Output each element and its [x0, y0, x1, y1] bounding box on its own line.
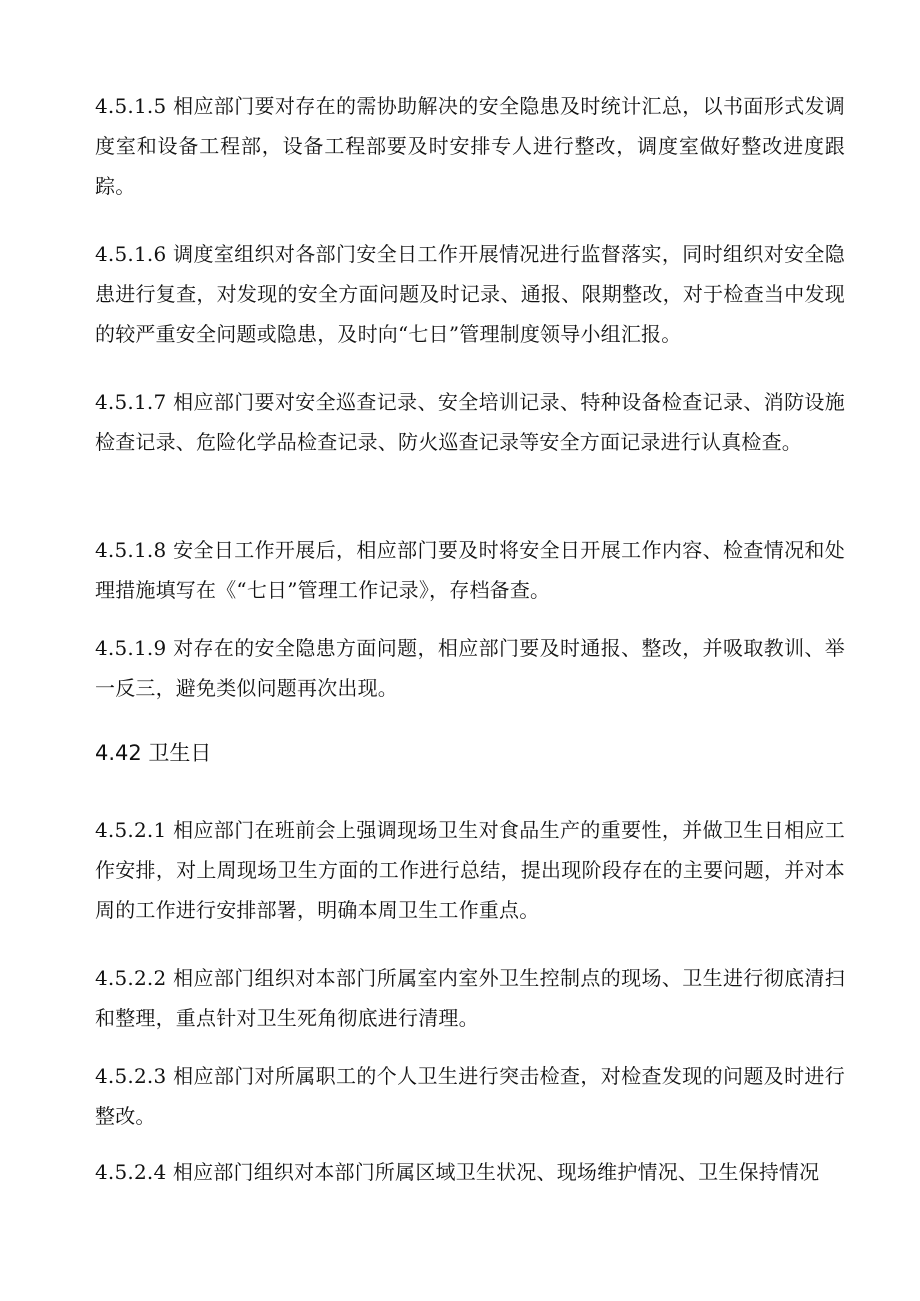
paragraph-4-5-2-1: 4.5.2.1 相应部门在班前会上强调现场卫生对食品生产的重要性，并做卫生日相应工作安排，对上周现场卫生方面的工作进行总结，提出现阶段存在的主要问题，并对本周的工作进行安排部署，明确本周卫生工作重点。: [95, 818, 845, 922]
paragraph-4-5-2-2: 4.5.2.2 相应部门组织对本部门所属室内室外卫生控制点的现场、卫生进行彻底清扫和整理，重点针对卫生死角彻底进行清理。: [95, 966, 845, 1030]
section-heading-hygiene-day: 4.42 卫生日: [95, 741, 212, 765]
paragraph-4-5-1-6: 4.5.1.6 调度室组织对各部门安全日工作开展情况进行监督落实，同时组织对安全隐患进行复查，对发现的安全方面问题及时记录、通报、限期整改，对于检查当中发现的较严重安全问题或隐患，及时向“七日”管理制度领导小组汇报。: [95, 242, 845, 346]
paragraph-4-5-2-3: 4.5.2.3 相应部门对所属职工的个人卫生进行突击检查，对检查发现的问题及时进行整改。: [95, 1064, 845, 1128]
paragraph-4-5-1-7: 4.5.1.7 相应部门要对安全巡查记录、安全培训记录、特种设备检查记录、消防设施检查记录、危险化学品检查记录、防火巡查记录等安全方面记录进行认真检查。: [95, 390, 845, 454]
paragraph-4-5-1-8: 4.5.1.8 安全日工作开展后，相应部门要及时将安全日开展工作内容、检查情况和处理措施填写在《“七日”管理工作记录》，存档备查。: [95, 538, 845, 602]
paragraph-4-5-2-4: 4.5.2.4 相应部门组织对本部门所属区域卫生状况、现场维护情况、卫生保持情况: [95, 1160, 820, 1184]
paragraph-4-5-1-9: 4.5.1.9 对存在的安全隐患方面问题，相应部门要及时通报、整改，并吸取教训、举一反三，避免类似问题再次出现。: [95, 636, 845, 700]
paragraph-4-5-1-5: 4.5.1.5 相应部门要对存在的需协助解决的安全隐患及时统计汇总，以书面形式发调度室和设备工程部，设备工程部要及时安排专人进行整改，调度室做好整改进度跟踪。: [95, 94, 845, 198]
